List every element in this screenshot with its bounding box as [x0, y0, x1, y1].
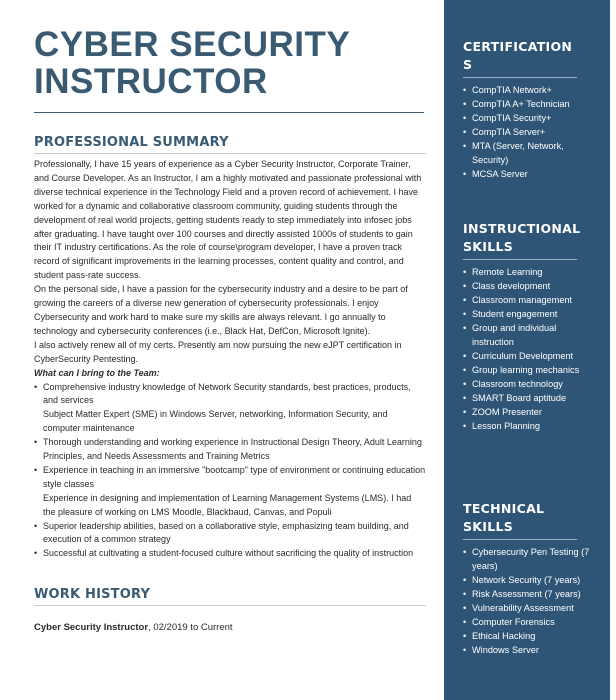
- certification-item: • CompTIA Network+: [463, 83, 599, 97]
- skill-item: • Remote Learning: [463, 265, 599, 279]
- bullet-sub: Subject Matter Expert (SME) in Windows Server, networking, Information Security, and computer maintenance: [43, 409, 388, 434]
- name-divider: [34, 112, 424, 113]
- certifications-list: [463, 83, 599, 181]
- certification-item: • CompTIA Security+: [463, 111, 599, 125]
- technical-skills-list: [463, 545, 599, 657]
- bullet-sub: Experience in designing and implementation of Learning Management Systems (LMS). I had the pleasure of working on LMS Moodle, Blackbaud, Canvas, and Populi: [43, 492, 412, 517]
- certification-item: • MTA (Server, Network, Security): [463, 139, 599, 167]
- sidebar: [444, 0, 610, 700]
- skill-item: • ZOOM Presenter: [463, 405, 599, 419]
- summary-paragraph-3: I also actively renew all of my certs. Presently am now pursuing the new eJPT certification in CyberSecurity Pentesting.: [34, 339, 402, 364]
- work-history-heading: WORK HISTORY: [34, 587, 426, 606]
- skill-item: • Group learning mechanics: [463, 363, 599, 377]
- job-title: Cyber Security Instructor: [34, 622, 149, 634]
- bullet-main: Comprehensive industry knowledge of Network Security standards, best practices, products, and services: [43, 381, 411, 406]
- skill-item: • Vulnerability Assessment: [463, 601, 599, 615]
- skill-item: • Ethical Hacking: [463, 629, 599, 643]
- certifications-heading: CERTIFICATIONS: [463, 38, 577, 78]
- instructional-skills-list: [463, 265, 599, 433]
- summary-bullets: [34, 381, 426, 562]
- summary-bullet: [34, 381, 426, 437]
- certification-item: • CompTIA A+ Technician: [463, 97, 599, 111]
- skill-item: • Cybersecurity Pen Testing (7 years): [463, 545, 599, 573]
- certification-item: • CompTIA Server+: [463, 125, 599, 139]
- resume-name: CYBER SECURITY INSTRUCTOR: [34, 25, 350, 101]
- summary-bullet: [34, 464, 426, 520]
- bullet-main: Superior leadership abilities, based on a collaborative style, emphasizing team building, and execution of a common strategy: [43, 520, 409, 545]
- bullet-main: Experience in teaching in an immersive "bootcamp" type of environment or continuing education style classes: [43, 464, 426, 489]
- job-dates: , 02/2019 to Current: [148, 622, 233, 634]
- skill-item: • Classroom management: [463, 293, 599, 307]
- skill-item: • Class development: [463, 279, 599, 293]
- skill-item: • Windows Server: [463, 643, 599, 657]
- skill-item: • Risk Assessment (7 years): [463, 587, 599, 601]
- summary-heading: PROFESSIONAL SUMMARY: [34, 135, 426, 154]
- skill-item: • Curriculum Development: [463, 349, 599, 363]
- main-column: [34, 26, 426, 633]
- instructional-skills-section: [463, 220, 599, 433]
- skill-item: • SMART Board aptitude: [463, 391, 599, 405]
- summary-bullet: [34, 547, 426, 561]
- instructional-skills-heading: INSTRUCTIONAL SKILLS: [463, 220, 577, 260]
- certification-item: • MCSA Server: [463, 167, 599, 181]
- summary-text: [34, 158, 426, 381]
- technical-skills-section: [463, 500, 599, 657]
- summary-paragraph-2: On the personal side, I have a passion for the cybersecurity industry and a desire to be part of growing the careers of a diverse new generation of cybersecurity professionals. I enjoy Cybersecurity and work hard to make sure my skills are always relevant. I go annually to technology and cybersecurity conferences (i.e., Black Hat, DefCon, Microsoft Ignite).: [34, 284, 408, 336]
- summary-paragraph-1: Professionally, I have 15 years of experience as a Cyber Security Instructor, Corporate Trainer, and Course Developer. As an Instructor, I am a highly motivated and passionate professional with diverse technical experience in the Technology Field and a proven record of achievement. I have worked for a dynamic and collaborative classroom community, guiding students through the development of real world projects, getting students ready to step immediately into infosec jobs after graduating. I have taught over 100 courses and directly assisted 1000s of students to gain their IT industry certifications. As the role of course\program developer, I have a proven track record of significant improvements in the learning processes, content quality and control, and student pass-rate success.: [34, 159, 422, 281]
- job-entry: [34, 622, 426, 633]
- skill-item: • Network Security (7 years): [463, 573, 599, 587]
- skill-item: • Computer Forensics: [463, 615, 599, 629]
- summary-bullet: [34, 520, 426, 548]
- bullet-main: Thorough understanding and working experience in Instructional Design Theory, Adult Learning Principles, and Needs Assessments and Training Metrics: [43, 437, 422, 462]
- bullet-main: Successful at cultivating a student-focused culture without sacrificing the quality of instruction: [43, 548, 414, 559]
- summary-bullet: [34, 436, 426, 464]
- bring-heading: What can I bring to the Team:: [34, 367, 160, 378]
- skill-item: • Group and individual instruction: [463, 321, 599, 349]
- certifications-section: [463, 38, 599, 181]
- skill-item: • Classroom technology: [463, 377, 599, 391]
- skill-item: • Student engagement: [463, 307, 599, 321]
- technical-skills-heading: TECHNICAL SKILLS: [463, 500, 577, 540]
- skill-item: • Lesson Planning: [463, 419, 599, 433]
